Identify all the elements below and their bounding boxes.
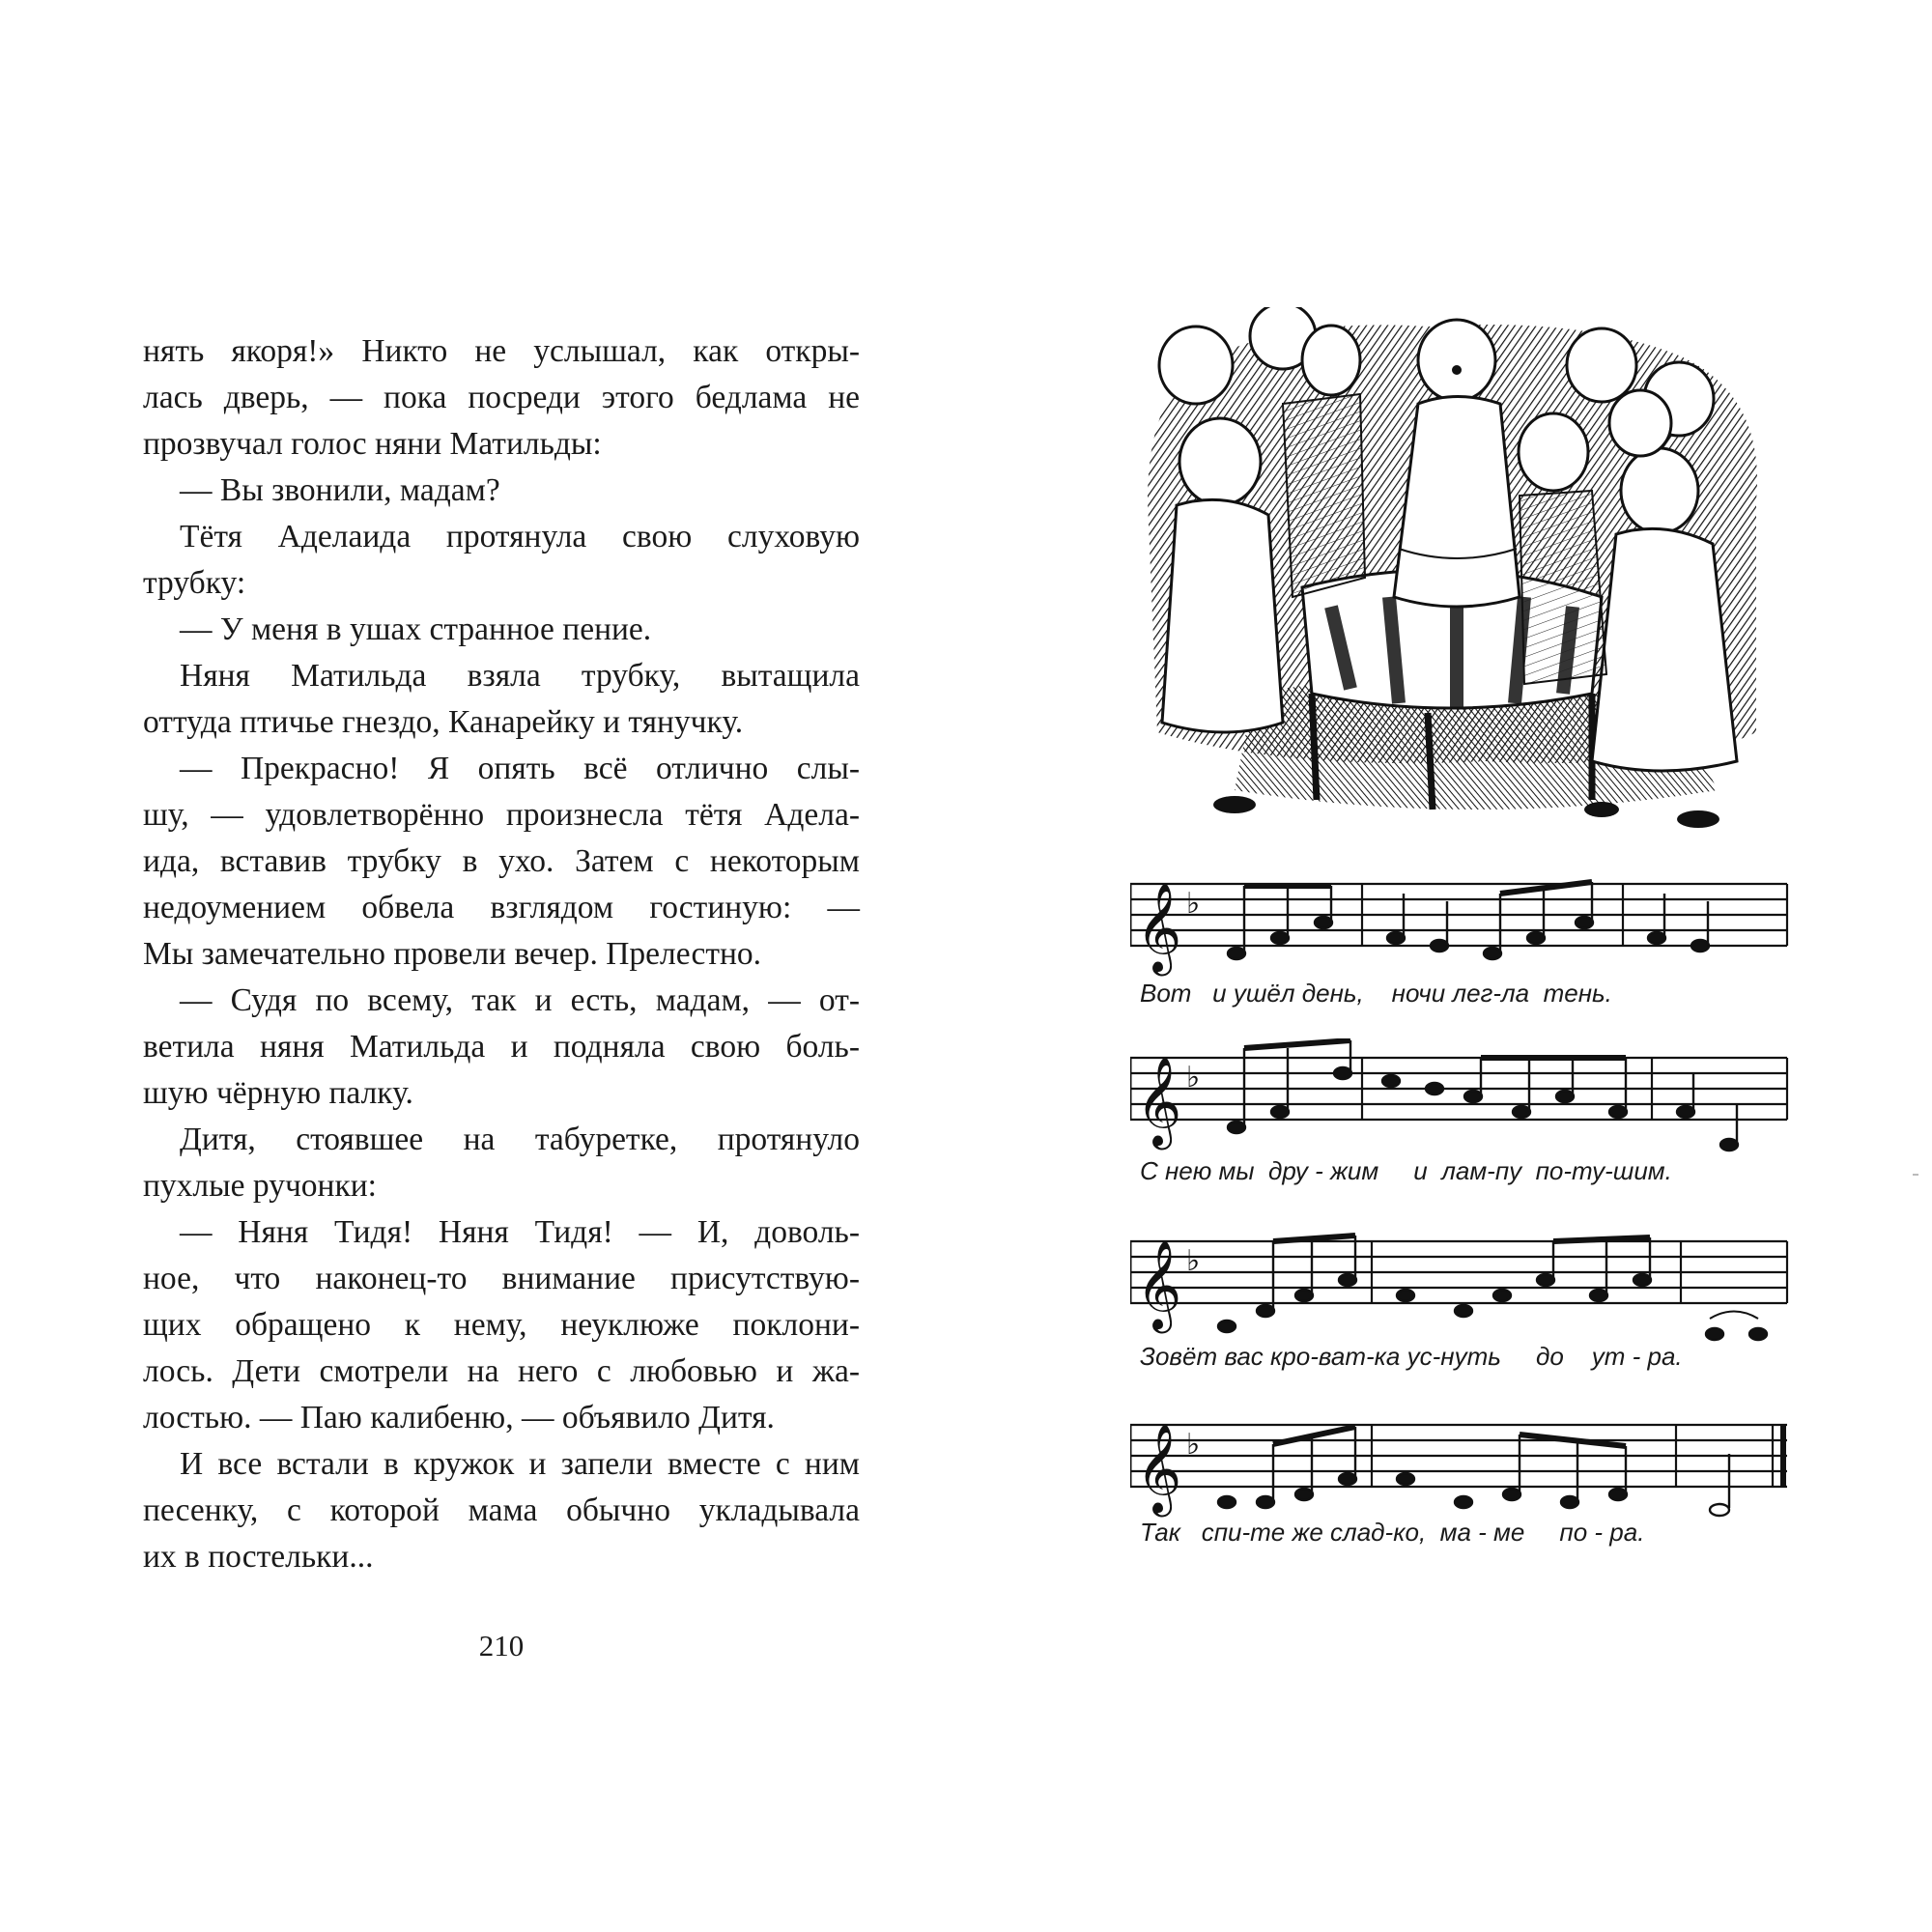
text-line: шую чёрную палку.	[143, 1075, 413, 1111]
svg-text:𝄞: 𝄞	[1136, 882, 1182, 972]
page-number: 210	[478, 1629, 525, 1662]
text-line: недоумением обвела взглядом гостиную: —	[143, 890, 860, 925]
svg-text:♭: ♭	[1186, 1429, 1201, 1461]
svg-text:♭: ♭	[1186, 888, 1201, 920]
text-line: трубку:	[143, 565, 246, 601]
text-line: — Судя по всему, так и есть, мадам, — от-	[180, 982, 860, 1018]
edge-mark	[1913, 1174, 1918, 1176]
text-line: пухлые ручонки:	[143, 1168, 377, 1204]
song-lyric-line: С нею мы дру - жим и лам-пу по-ту-шим.	[1140, 1156, 1672, 1185]
svg-text:𝄞: 𝄞	[1136, 1056, 1182, 1146]
text-line: — Вы звонили, мадам?	[180, 472, 500, 508]
svg-text:𝄞: 𝄞	[1136, 1239, 1182, 1329]
text-line: лось. Дети смотрели на него с любовью и жа-	[143, 1353, 860, 1389]
text-line: лостью. — Паю калибеню, — объявило Дитя.	[143, 1400, 775, 1435]
text-line: — Прекрасно! Я опять всё отлично слы-	[180, 751, 860, 786]
text-line: ное, что наконец-то внимание присутствую-	[143, 1261, 860, 1296]
music-staff-3	[1130, 1212, 1797, 1348]
text-line: — Няня Тидя! Няня Тидя! — И, доволь-	[180, 1214, 860, 1250]
song-lyric-line: Зовёт вас кро-ват-ка ус-нуть до ут - ра.	[1140, 1342, 1683, 1371]
music-staff-1	[1130, 865, 1797, 980]
music-staff-2	[1130, 1038, 1797, 1164]
text-line: Дитя, стоявшее на табуретке, протянуло	[180, 1122, 860, 1157]
body-text	[143, 328, 860, 1580]
text-line: ветила няня Матильда и подняла свою боль-	[143, 1029, 860, 1065]
text-line: — У меня в ушах странное пение.	[180, 611, 652, 647]
text-line: Мы замечательно провели вечер. Прелестно.	[143, 936, 762, 972]
text-line: Няня Матильда взяла трубку, вытащила	[180, 658, 860, 694]
text-line: нять якоря!» Никто не услышал, как откры-	[143, 333, 860, 369]
text-line: их в постельки...	[143, 1539, 374, 1575]
text-line: оттуда птичье гнездо, Канарейку и тянучку.	[143, 704, 744, 740]
text-line: шу, — удовлетворённо произнесла тётя Адела-	[143, 797, 860, 833]
text-line: Тётя Аделаида протянула свою слуховую	[180, 519, 860, 554]
svg-text:♭: ♭	[1186, 1062, 1201, 1094]
song-lyric-line: Вот и ушёл день, ночи лег-ла тень.	[1140, 979, 1612, 1008]
music-staff-4	[1130, 1396, 1797, 1521]
text-line: ида, вставив трубку в ухо. Затем с некоторым	[143, 843, 860, 879]
text-line: прозвучал голос няни Матильды:	[143, 426, 602, 462]
svg-text:𝄞: 𝄞	[1136, 1423, 1182, 1513]
svg-text:♭: ♭	[1186, 1245, 1201, 1277]
text-line: песенку, с которой мама обычно укладывала	[143, 1492, 860, 1528]
children-singing-illustration-icon	[1138, 307, 1797, 853]
text-line: И все встали в кружок и запели вместе с ним	[180, 1446, 860, 1482]
song-lyric-line: Так спи-те же слад-ко, ма - ме по - ра.	[1140, 1518, 1645, 1547]
text-line: щих обращено к нему, неуклюже поклони-	[143, 1307, 860, 1343]
text-line: лась дверь, — пока посреди этого бедлама не	[143, 380, 860, 415]
